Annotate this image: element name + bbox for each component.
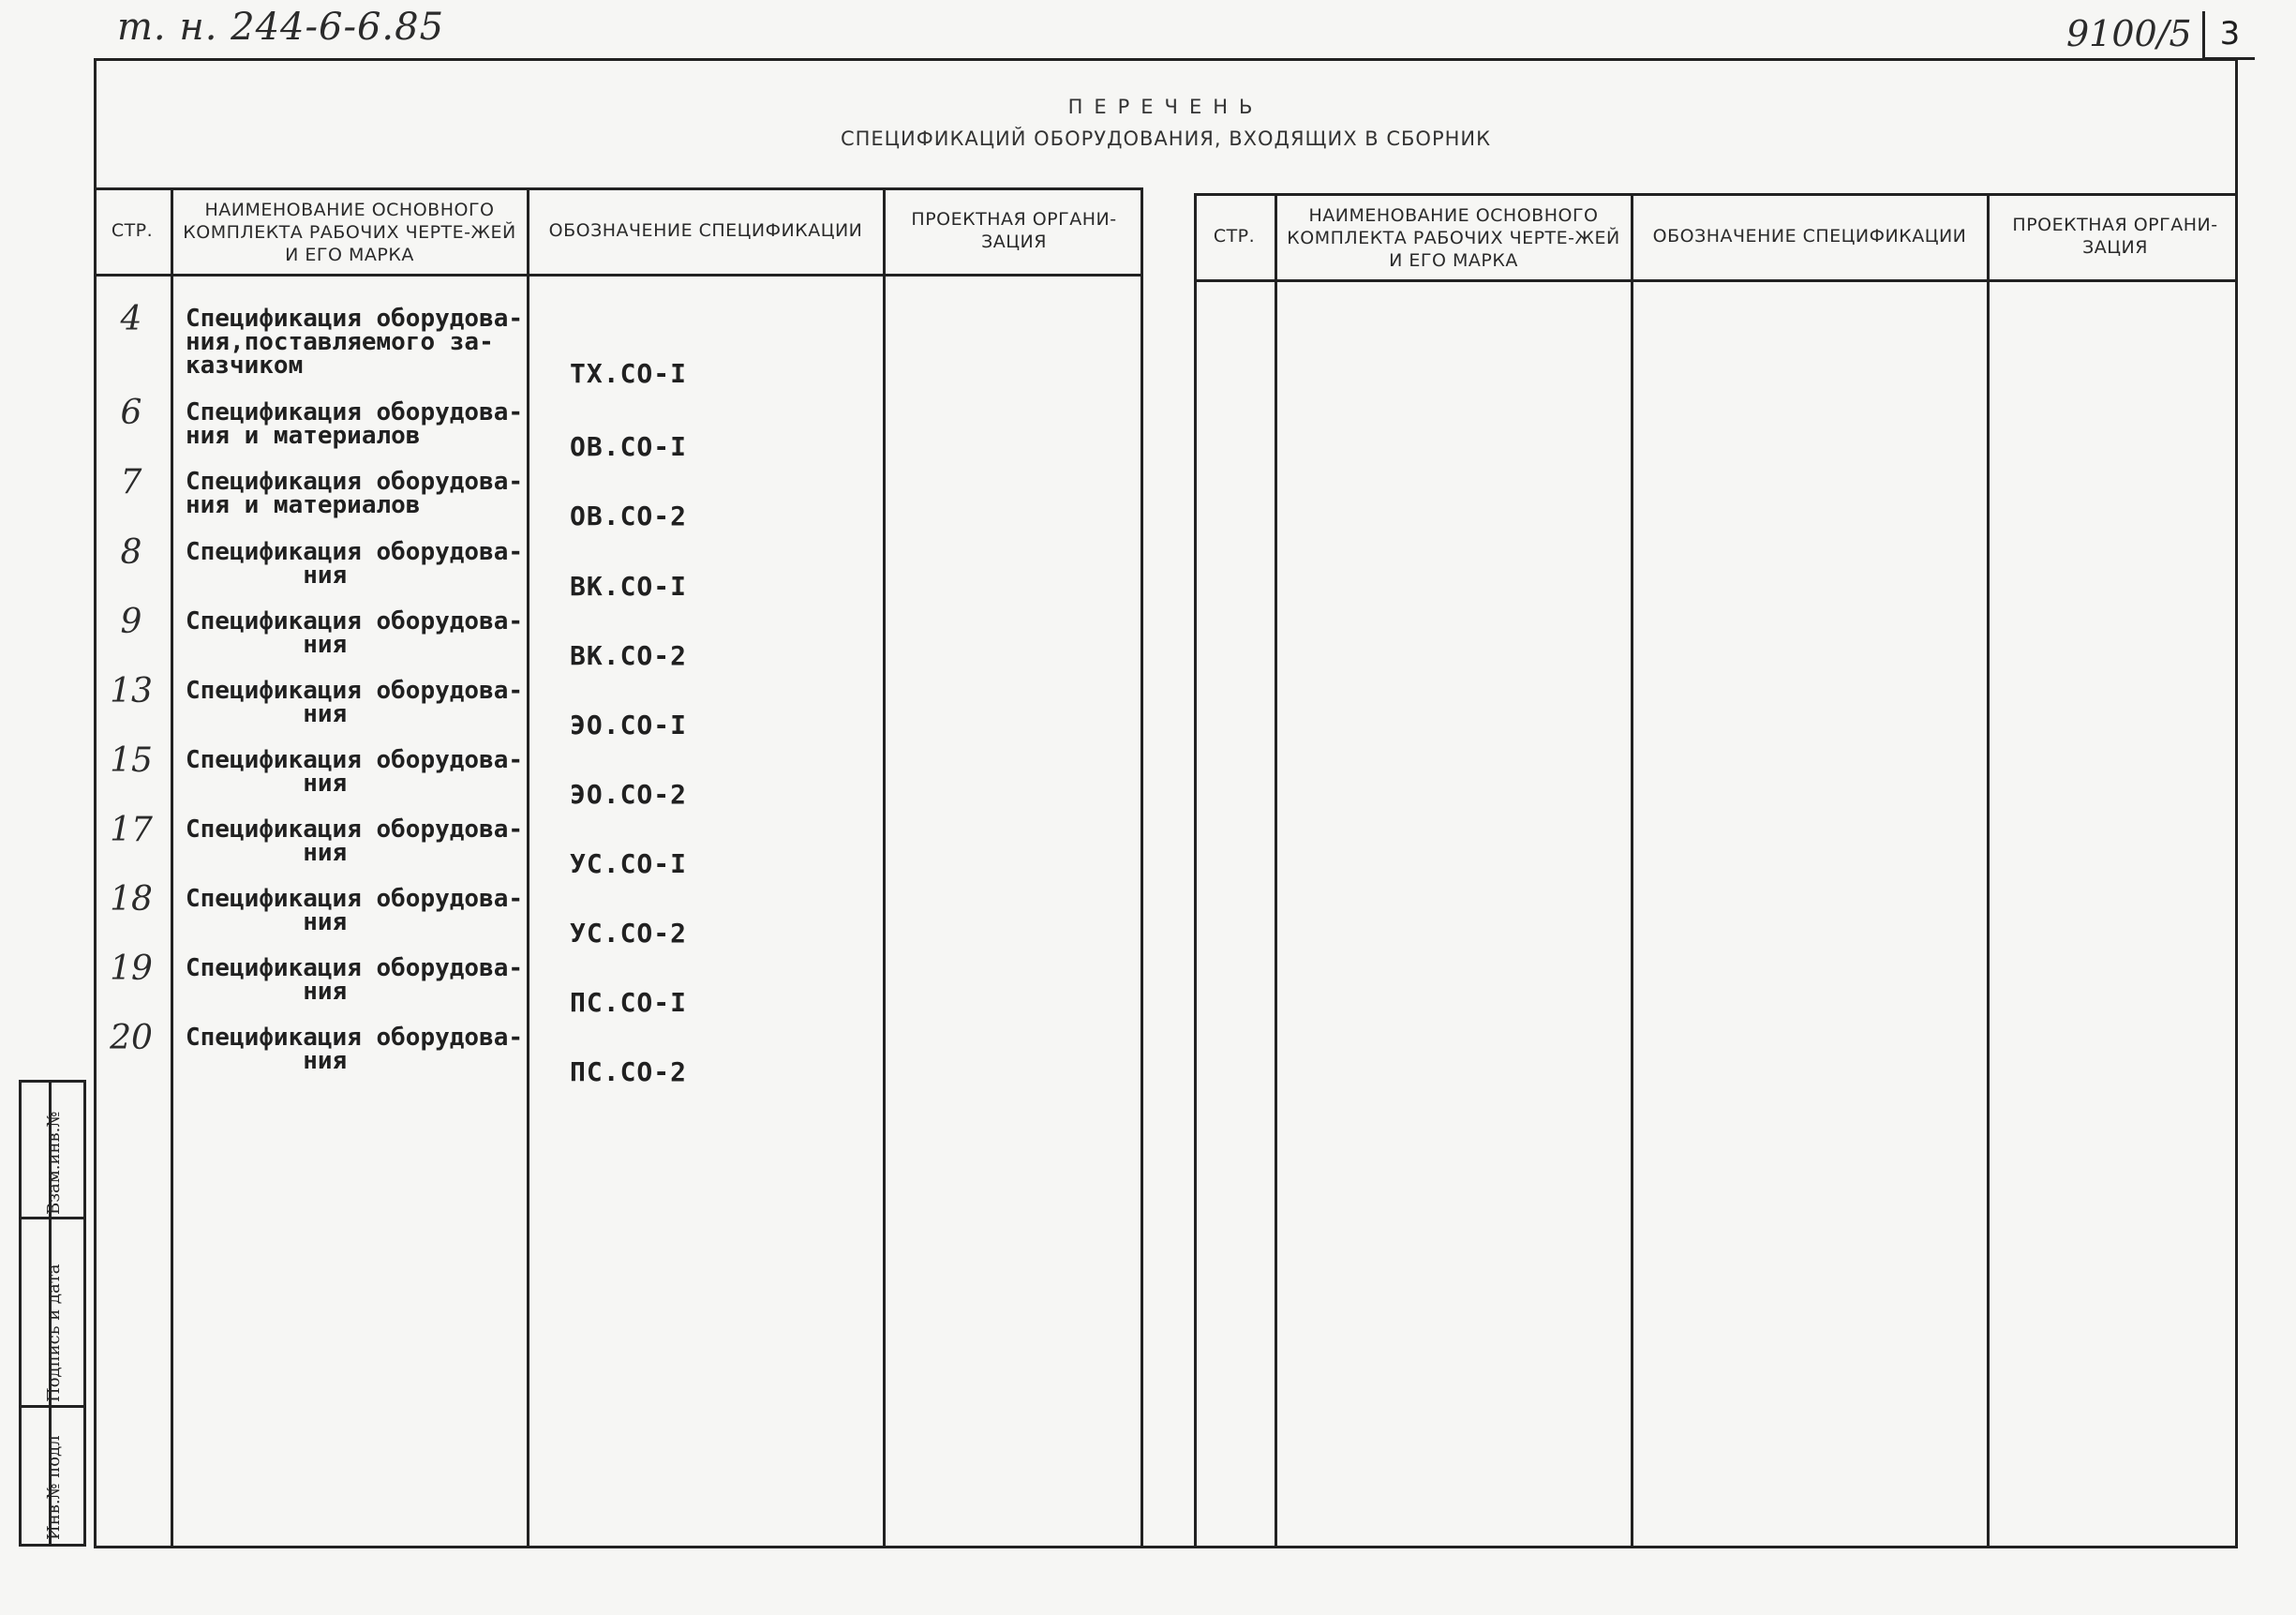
sheet-number: 3: [2202, 11, 2255, 60]
row-spec-code: ОВ.СО-I: [570, 431, 688, 462]
side-stamp: [19, 1080, 86, 1547]
header-name: НАИМЕНОВАНИЕ ОСНОВНОГО КОМПЛЕКТА РАБОЧИХ ЧЕРТЕ-ЖЕЙ И ЕГО МАРКА: [183, 200, 516, 265]
row-page-number: 7: [120, 463, 142, 501]
row-spec-code: УС.СО-2: [570, 918, 688, 949]
document-header: [94, 58, 2238, 189]
header-name: НАИМЕНОВАНИЕ ОСНОВНОГО КОМПЛЕКТА РАБОЧИХ ЧЕРТЕ-ЖЕЙ И ЕГО МАРКА: [1287, 205, 1620, 271]
document-subtitle: СПЕЦИФИКАЦИЙ ОБОРУДОВАНИЯ, ВХОДЯЩИХ В СБОРНИК: [840, 127, 1492, 150]
row-page-number: 17: [110, 811, 153, 849]
row-set-name: Спецификация оборудова- ния и материалов: [186, 398, 524, 450]
row-spec-code: ОВ.СО-2: [570, 501, 688, 531]
row-page-number: 6: [120, 394, 142, 432]
replacement-inventory-label: Взам.инв.№: [44, 1111, 64, 1215]
row-page-number: 19: [110, 950, 153, 988]
row-page-number: 8: [120, 533, 142, 572]
document-title: ПЕРЕЧЕНЬ: [1067, 96, 1264, 118]
row-page-number: 18: [110, 880, 153, 919]
spec-table-right: [1194, 193, 2238, 1548]
row-spec-code: ВК.СО-I: [570, 571, 688, 602]
header-page: СТР.: [1213, 226, 1256, 247]
gap-bottom-line: [1143, 1546, 1196, 1548]
row-set-name: Спецификация оборудова- ния: [186, 607, 524, 659]
row-set-name: Спецификация оборудова- ния: [186, 885, 524, 936]
row-spec-code: ВК.СО-2: [570, 640, 688, 671]
album-code: 9100/5: [2066, 13, 2192, 54]
row-spec-code: ЭО.СО-I: [570, 710, 688, 740]
row-page-number: 9: [120, 603, 142, 641]
row-set-name: Спецификация оборудова- ния и материалов: [186, 468, 524, 519]
document-code: т. н. 244-6-6.85: [117, 6, 445, 49]
row-page-number: 4: [120, 300, 142, 338]
header-page: СТР.: [111, 220, 154, 241]
row-set-name: Спецификация оборудова- ния: [186, 954, 524, 1006]
inventory-label: Инв.№ подл: [44, 1435, 64, 1540]
row-set-name: Спецификация оборудова- ния: [186, 746, 524, 798]
row-set-name: Спецификация оборудова- ния: [186, 538, 524, 590]
header-organization: ПРОЕКТНАЯ ОРГАНИ-ЗАЦИЯ: [2012, 215, 2218, 258]
header-designation: ОБОЗНАЧЕНИЕ СПЕЦИФИКАЦИИ: [548, 220, 863, 241]
row-spec-code: УС.СО-I: [570, 848, 688, 879]
row-page-number: 20: [110, 1019, 153, 1057]
row-set-name: Спецификация оборудова- ния,поставляемого за- казчиком: [186, 305, 524, 380]
header-organization: ПРОЕКТНАЯ ОРГАНИ-ЗАЦИЯ: [911, 209, 1117, 252]
row-page-number: 13: [110, 672, 153, 710]
signature-date-label: Подпись и дата: [44, 1264, 64, 1402]
row-spec-code: ЭО.СО-2: [570, 779, 688, 810]
spec-table-left: [94, 187, 1143, 1548]
row-set-name: Спецификация оборудова- ния: [186, 677, 524, 728]
row-spec-code: ТХ.СО-I: [570, 358, 688, 389]
row-spec-code: ПС.СО-2: [570, 1056, 688, 1087]
row-set-name: Спецификация оборудова- ния: [186, 815, 524, 867]
row-spec-code: ПС.СО-I: [570, 987, 688, 1018]
row-set-name: Спецификация оборудова- ния: [186, 1024, 524, 1075]
header-designation: ОБОЗНАЧЕНИЕ СПЕЦИФИКАЦИИ: [1652, 226, 1967, 247]
row-page-number: 15: [110, 741, 153, 780]
